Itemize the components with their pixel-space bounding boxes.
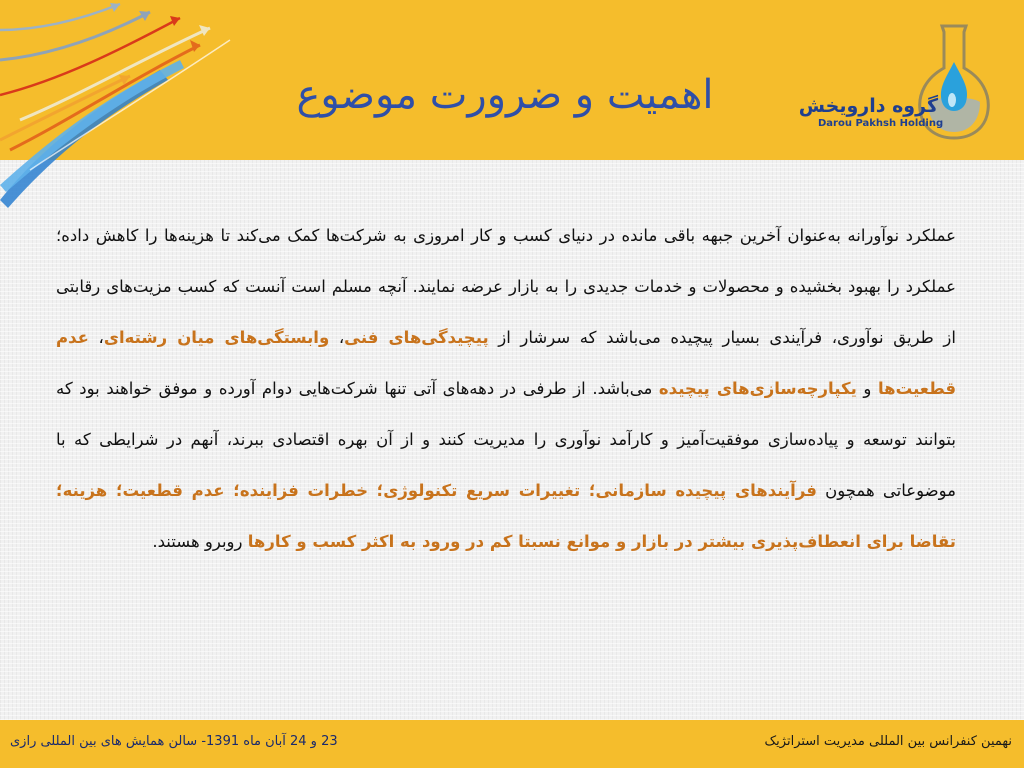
- highlight-integrations: یکپارچه‌سازی‌های پیچیده: [658, 379, 857, 398]
- logo-name: گروه دارویخش: [798, 95, 938, 117]
- text-segment: ،: [329, 328, 345, 347]
- text-segment: عملکرد نوآورانه به‌عنوان آخرین جبهه باقی مانده در دنیای کسب و کار امروزی به شرکت‌ها کمک می‌کند تا هزینه‌ها را کاهش داده؛ عملکرد را بهبود بخشیده و محصولات و خدمات جدیدی را به بازار عرضه نمایند. آنچه مسلم است آنست که کسب مزیت‌های رقابتی از طریق نوآوری، فرآیندی بسیار پیچیده می‌باشد که سرشار از: [56, 226, 956, 347]
- logo-subtitle: Darou Pakhsh Holding: [818, 118, 944, 129]
- body-paragraph: [56, 210, 956, 567]
- arrows-decoration-icon: [0, 0, 260, 210]
- footer-conference-name: نهمین کنفرانس بین المللی مدیریت استراتژیک: [764, 734, 1012, 749]
- highlight-challenges: فرآیندهای پیچیده سازمانی؛ تغییرات سریع تکنولوژی؛ خطرات فزاینده؛ عدم قطعیت؛ هزینه؛ تقاضا برای انعطاف‌پذیری بیشتر در بازار و موانع نسبتا کم در ورود به اکثر کسب و کارها: [56, 481, 956, 551]
- footer-bar: [0, 720, 1024, 768]
- text-segment: و: [856, 379, 878, 398]
- highlight-technical-complexity: پیچیدگی‌های فنی: [344, 328, 489, 347]
- text-segment: می‌باشد. از طرفی در دهه‌های آتی تنها شرکت‌هایی دوام آورده و موفق خواهند بود که بتوانند توسعه و پیاده‌سازی موفقیت‌آمیز و کارآمد نوآوری را مدیریت کنند و از آن بهره اقتصادی ببرند، آنهم در شرایطی که با موضوعاتی همچون: [56, 379, 956, 500]
- slide-title: اهمیت و ضرورت موضوع: [296, 72, 714, 118]
- text-segment: روبرو هستند.: [152, 532, 248, 551]
- company-logo: [798, 22, 1018, 142]
- highlight-uncertainties: عدم قطعیت‌ها: [56, 328, 956, 398]
- highlight-interdisciplinary: وابستگی‌های میان رشته‌ای: [103, 328, 330, 347]
- footer-date-venue: 23 و 24 آبان ماه 1391- سالن همایش های بین المللی رازی: [10, 734, 338, 749]
- text-segment: ،: [88, 328, 104, 347]
